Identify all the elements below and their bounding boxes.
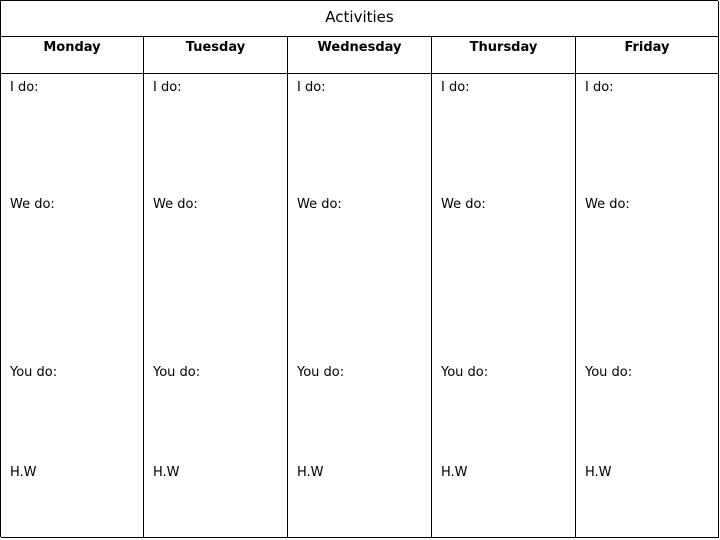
homework-label: H.W [297,465,324,480]
we-do-label: We do: [10,197,55,212]
you-do-label: You do: [297,365,345,380]
day-column-friday [576,74,719,537]
homework-label: H.W [10,465,37,480]
we-do-label: We do: [153,197,198,212]
homework-label: H.W [153,465,180,480]
day-column-tuesday [144,74,288,537]
day-header-friday: Friday [576,37,719,73]
i-do-label: I do: [153,80,182,95]
day-header-tuesday: Tuesday [144,37,288,73]
i-do-label: I do: [585,80,614,95]
day-header-wednesday: Wednesday [288,37,432,73]
day-header-monday: Monday [1,37,144,73]
day-column-thursday [432,74,576,537]
day-body-row [1,74,719,538]
we-do-label: We do: [585,197,630,212]
homework-label: H.W [441,465,468,480]
we-do-label: We do: [297,197,342,212]
i-do-label: I do: [297,80,326,95]
day-column-wednesday [288,74,432,537]
i-do-label: I do: [10,80,39,95]
day-header-row [1,37,719,74]
homework-label: H.W [585,465,612,480]
day-header-thursday: Thursday [432,37,576,73]
day-column-monday [1,74,144,537]
we-do-label: We do: [441,197,486,212]
i-do-label: I do: [441,80,470,95]
you-do-label: You do: [441,365,489,380]
you-do-label: You do: [153,365,201,380]
you-do-label: You do: [10,365,58,380]
you-do-label: You do: [585,365,633,380]
table-title: Activities [1,1,719,37]
